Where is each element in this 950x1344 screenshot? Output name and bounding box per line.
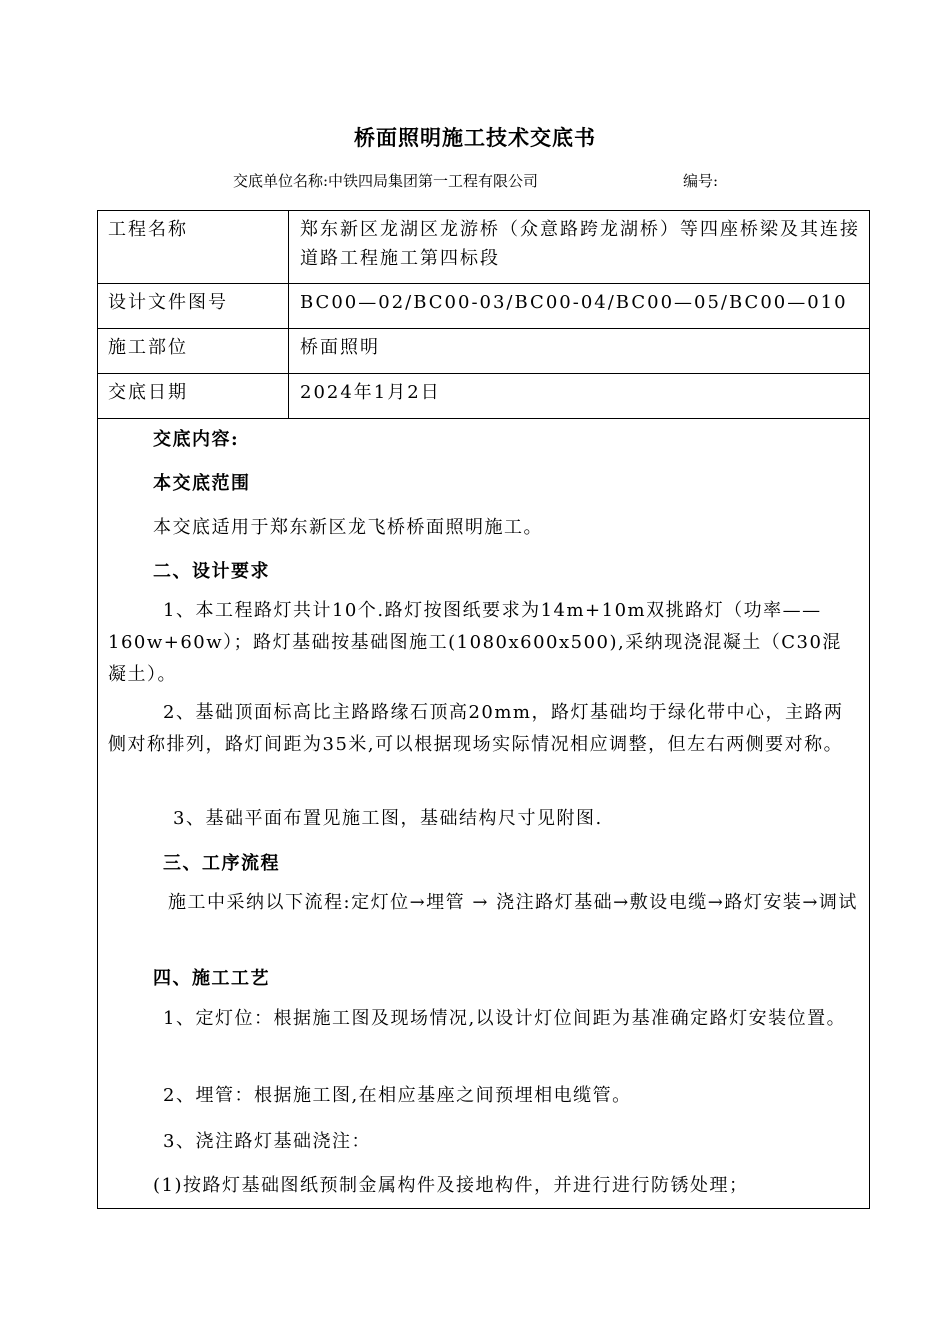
construction-part-row (98, 329, 869, 374)
disclosure-date-label: 交底日期 (98, 374, 289, 418)
disclosure-date-value: 2024年1月2日 (300, 382, 441, 403)
craft-heading: 四、施工工艺 (153, 968, 270, 989)
craft-item-1: 1、定灯位：根据施工图及现场情况,以设计灯位间距为基准确定路灯安装位置。 (163, 1008, 847, 1029)
scope-heading: 本交底范围 (153, 473, 251, 494)
design-item-3: 3、基础平面布置见施工图，基础结构尺寸见附图. (173, 808, 603, 829)
design-heading: 二、设计要求 (153, 561, 270, 582)
construction-part-label: 施工部位 (98, 329, 289, 373)
project-name-value: 郑东新区龙湖区龙游桥（众意路跨龙湖桥）等四座桥梁及其连接道路工程施工第四标段 (300, 219, 860, 269)
craft-item-3: 3、浇注路灯基础浇注： (163, 1131, 371, 1152)
design-drawing-value: BC00—02/BC00-03/BC00-04/BC00—05/BC00—010 (300, 292, 848, 313)
disclosure-date-row (98, 374, 869, 419)
craft-item-3-1: (1)按路灯基础图纸预制金属构件及接地构件，并进行进行防锈处理； (153, 1175, 749, 1196)
design-drawing-label: 设计文件图号 (98, 284, 289, 328)
document-number-label: 编号: (683, 172, 719, 190)
project-name-label: 工程名称 (98, 211, 289, 283)
project-name-row (98, 211, 869, 284)
craft-item-2: 2、埋管：根据施工图,在相应基座之间预埋相电缆管。 (163, 1085, 632, 1106)
content-heading: 交底内容: (153, 429, 240, 450)
design-item-2: 2、基础顶面标高比主路路缘石顶高20mm，路灯基础均于绿化带中心，主路两侧对称排列，路灯间距为35米,可以根据现场实际情况相应调整，但左右两侧要对称。 (108, 702, 844, 755)
scope-text: 本交底适用于郑东新区龙飞桥桥面照明施工。 (153, 517, 543, 538)
design-drawing-row (98, 284, 869, 329)
issuing-unit: 交底单位名称:中铁四局集团第一工程有限公司 (233, 172, 539, 190)
disclosure-content (98, 419, 869, 1208)
flow-text: 施工中采纳以下流程:定灯位→埋管 → 浇注路灯基础→敷设电缆→路灯安装→调试 (168, 892, 858, 913)
document-title: 桥面照明施工技术交底书 (354, 125, 596, 150)
flow-heading: 三、工序流程 (163, 853, 280, 874)
design-item-1: 1、本工程路灯共计10个.路灯按图纸要求为14m+10m双挑路灯（功率——160w+60w）；路灯基础按基础图施工(1080x600x500),采纳现浇混凝土（C30混凝土）。 (108, 600, 842, 685)
disclosure-table (97, 210, 870, 1209)
construction-part-value: 桥面照明 (300, 337, 380, 358)
